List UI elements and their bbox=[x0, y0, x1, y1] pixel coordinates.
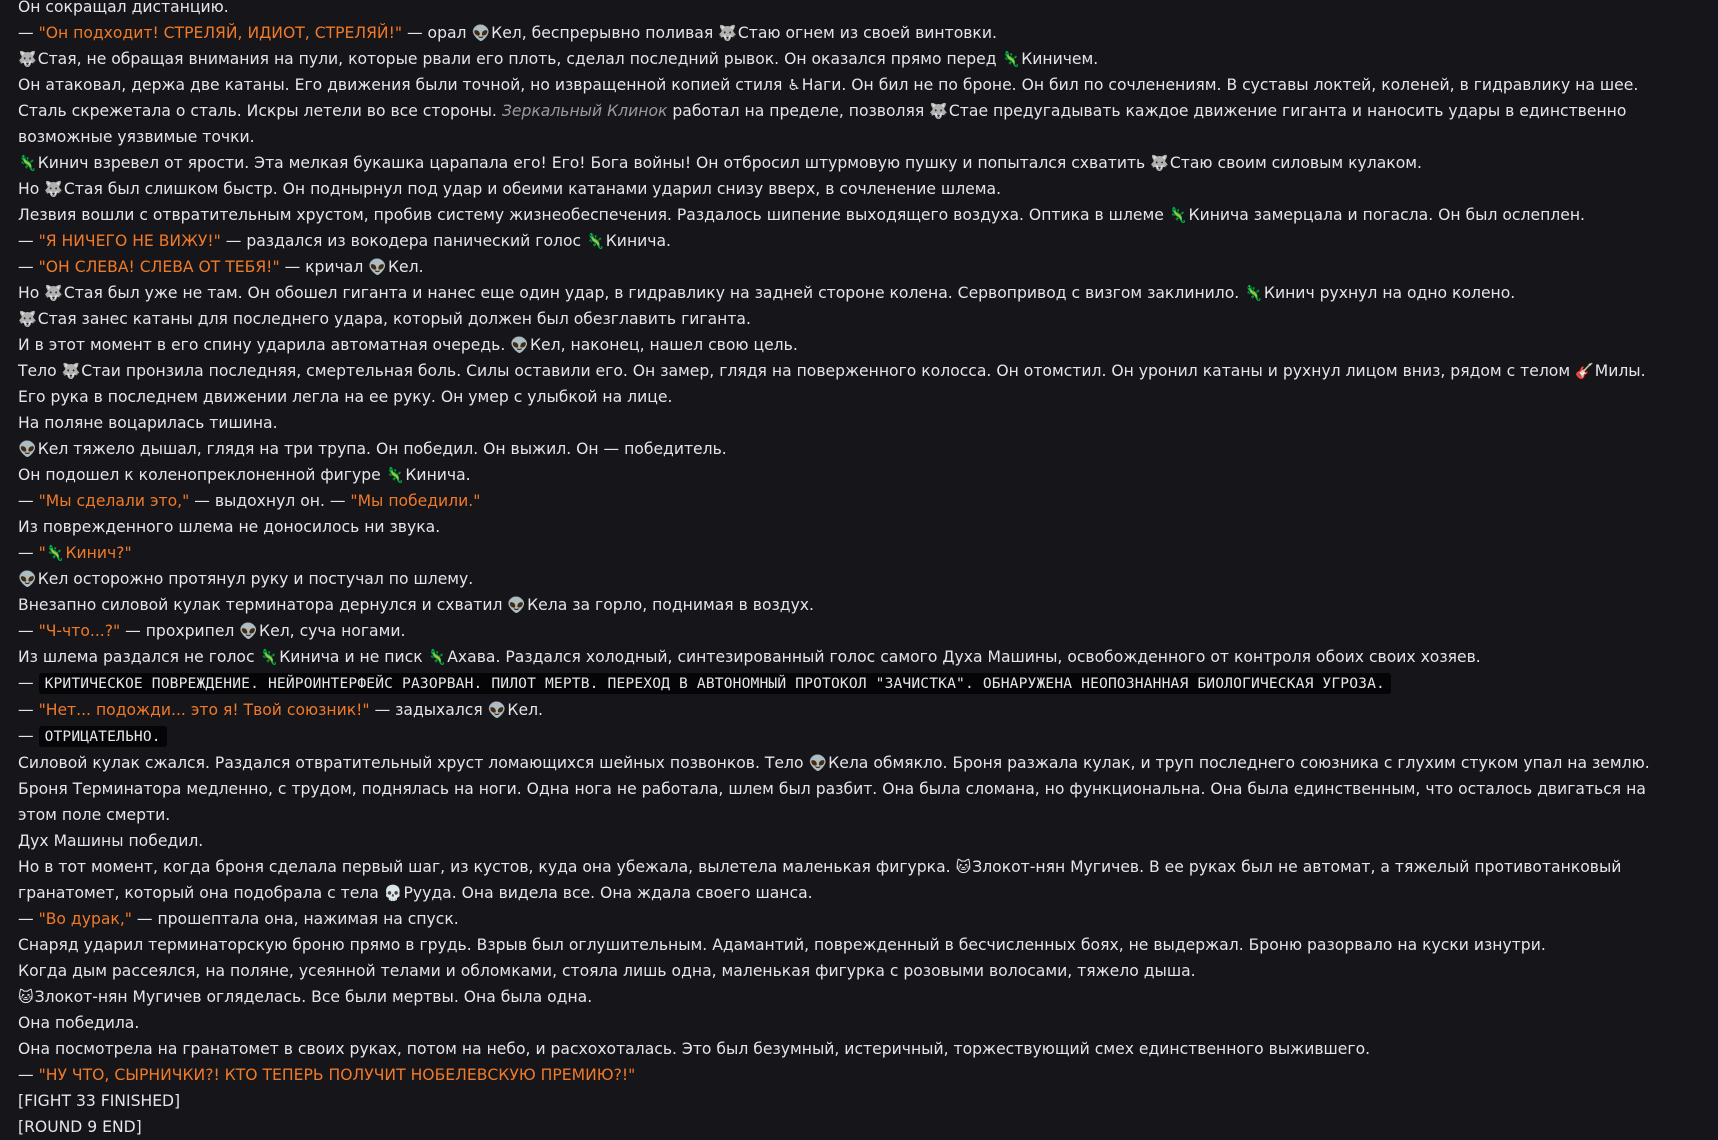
alien-icon: 👽 bbox=[18, 440, 37, 458]
narration-text: Кинич рухнул на одно колено. bbox=[1263, 284, 1516, 302]
narration-text: Лезвия вошли с отвратительным хрустом, пробив систему жизнеобеспечения. Раздалось шипение выходящего воздуха. Оптика в шлеме bbox=[18, 206, 1169, 224]
lizard-icon: 🦎 bbox=[1244, 284, 1263, 302]
narration-text: Рууда. Она видела все. Она ждала своего шанса. bbox=[403, 884, 813, 902]
story-line bbox=[18, 854, 1688, 906]
narration-text: На поляне воцарилась тишина. bbox=[18, 414, 278, 432]
cat-icon: 🐱 bbox=[18, 988, 34, 1006]
alien-icon: 👽 bbox=[368, 258, 387, 276]
narration-text: — bbox=[18, 258, 39, 276]
narration-text: Кинича. bbox=[605, 232, 671, 250]
story-line bbox=[18, 644, 1688, 670]
narration-text: — прошептала она, нажимая на спуск. bbox=[131, 910, 459, 928]
alien-icon: 👽 bbox=[808, 754, 828, 772]
narration-text: Его рука в последнем движении легла на ее руку. Он умер с улыбкой на лице. bbox=[18, 388, 673, 406]
narration-text: Кинича. bbox=[405, 466, 471, 484]
narration-text: работал на пределе, позволяя bbox=[667, 102, 930, 120]
narration-text: — bbox=[18, 674, 39, 692]
narration-text: Стае предугадывать каждое движение гиганта и наносить удары в единственно возможные уязвимые точки. bbox=[18, 102, 1627, 146]
narration-text: Он подошел к коленопреклоненной фигуре bbox=[18, 466, 386, 484]
dialogue-quote: "Мы победили." bbox=[350, 492, 481, 510]
narration-text: Броня Терминатора медленно, с трудом, поднялась на ноги. Одна нога не работала, шлем был разбит. Она была сломана, но функциональна. Она была единственным, что осталось двигаться на этом поле смерти. bbox=[18, 780, 1646, 824]
story-line bbox=[18, 566, 1688, 592]
narration-text: Кел, суча ногами. bbox=[259, 622, 406, 640]
story-line bbox=[18, 670, 1688, 697]
narration-text: Стаю своим силовым кулаком. bbox=[1169, 154, 1422, 172]
narration-text: Кинича замерцала и погасла. Он был ослеплен. bbox=[1188, 206, 1585, 224]
narration-text: — bbox=[18, 492, 39, 510]
story-line bbox=[18, 306, 1688, 332]
story-line bbox=[18, 332, 1688, 358]
story-line bbox=[18, 358, 1688, 384]
wolf-icon: 🐺 bbox=[44, 284, 63, 302]
narration-text: Стаю огнем из своей винтовки. bbox=[737, 24, 997, 42]
narration-text: Он атаковал, держа две катаны. Его движения были точной, но извращенной копией стиля bbox=[18, 76, 788, 94]
story-line bbox=[18, 46, 1688, 72]
narration-text: Кел осторожно протянул руку и постучал по шлему. bbox=[37, 570, 474, 588]
narration-text: [FIGHT 33 FINISHED] bbox=[18, 1092, 181, 1110]
story-line bbox=[18, 514, 1688, 540]
narration-text: Но bbox=[18, 284, 45, 302]
story-line bbox=[18, 98, 1688, 150]
story-line bbox=[18, 750, 1688, 776]
narration-text: [ROUND 9 END] bbox=[18, 1118, 142, 1136]
narration-text: Стая был слишком быстр. Он поднырнул под удар и обеими катанами ударил снизу вверх, в сочленение шлема. bbox=[63, 180, 1002, 198]
wolf-icon: 🐺 bbox=[718, 24, 737, 42]
wheelchair-icon: ♿ bbox=[787, 76, 801, 94]
narration-text: Но bbox=[18, 180, 45, 198]
narration-text: Кела за горло, поднимая в воздух. bbox=[527, 596, 814, 614]
narration-text: Ахава. Раздался холодный, синтезированный голос самого Духа Машины, освобожденного от контроля обоих своих хозяев. bbox=[447, 648, 1481, 666]
lizard-icon: 🦎 bbox=[586, 232, 605, 250]
alien-icon: 👽 bbox=[18, 570, 37, 588]
narration-text: Из шлема раздался не голос bbox=[18, 648, 260, 666]
story-line bbox=[18, 0, 1688, 20]
guitar-icon: 🎸 bbox=[1575, 362, 1594, 380]
narration-text: Кела обмякло. Броня разжала кулак, и труп последнего союзника с глухим стуком упал на землю. bbox=[828, 754, 1650, 772]
machine-voice-code: ОТРИЦАТЕЛЬНО. bbox=[39, 726, 167, 747]
dialogue-quote: Кинич?" bbox=[65, 544, 132, 562]
story-line bbox=[18, 984, 1688, 1010]
narration-text: — прохрипел bbox=[120, 622, 240, 640]
narration-text: — выдохнул он. — bbox=[189, 492, 351, 510]
narration-text: Он сокращал дистанцию. bbox=[18, 0, 229, 16]
cat-icon: 🐱 bbox=[955, 858, 972, 876]
lizard-icon: 🦎 bbox=[45, 544, 65, 562]
story-line bbox=[18, 488, 1688, 514]
story-line bbox=[18, 828, 1688, 854]
narration-text: Кел. bbox=[507, 701, 544, 719]
story-line bbox=[18, 176, 1688, 202]
narration-text: Дух Машины победил. bbox=[18, 832, 204, 850]
narration-text: — bbox=[18, 24, 39, 42]
narration-text: Внезапно силовой кулак терминатора дернулся и схватил bbox=[18, 596, 508, 614]
story-line bbox=[18, 906, 1688, 932]
story-line bbox=[18, 202, 1688, 228]
narration-text: Стаи пронзила последняя, смертельная боль. Силы оставили его. Он замер, глядя на поверженного колосса. Он отомстил. Он уронил катаны и рухнул лицом вниз, рядом с телом bbox=[81, 362, 1576, 380]
dialogue-quote: "Я НИЧЕГО НЕ ВИЖУ!" bbox=[38, 232, 221, 250]
story-line bbox=[18, 150, 1688, 176]
story-line bbox=[18, 436, 1688, 462]
alien-icon: 👽 bbox=[239, 622, 259, 640]
narration-text: Злокот-нян Мугичев огляделась. Все были мертвы. Она была одна. bbox=[34, 988, 593, 1006]
narration-text: Из поврежденного шлема не доносилось ни звука. bbox=[18, 518, 441, 536]
dialogue-quote: "Ч-что...?" bbox=[38, 622, 121, 640]
ability-name: Зеркальный Клинок bbox=[501, 102, 668, 120]
narration-text: И в этот момент в его спину ударила автоматная очередь. bbox=[18, 336, 511, 354]
story-line bbox=[18, 280, 1688, 306]
story-line bbox=[18, 1088, 1688, 1114]
alien-icon: 👽 bbox=[507, 596, 527, 614]
narration-text: — кричал bbox=[279, 258, 369, 276]
dialogue-quote: "Во дурак," bbox=[38, 910, 132, 928]
narration-text: Снаряд ударил терминаторскую броню прямо в грудь. Взрыв был оглушительным. Адамантий, поврежденный в бесчисленных боях, не выдержал. Броню разорвало на куски изнутри. bbox=[18, 936, 1546, 954]
story-line bbox=[18, 697, 1688, 723]
story-line bbox=[18, 20, 1688, 46]
narration-text: Кел. bbox=[387, 258, 424, 276]
story-line bbox=[18, 410, 1688, 436]
narration-text: — раздался из вокодера панический голос bbox=[220, 232, 587, 250]
narration-text: Наги. Он бил не по броне. Он бил по сочленениям. В суставы локтей, коленей, в гидравлику на шее. bbox=[801, 76, 1639, 94]
narration-text: — bbox=[18, 232, 39, 250]
story-line bbox=[18, 1114, 1688, 1140]
story-line bbox=[18, 228, 1688, 254]
story-line bbox=[18, 592, 1688, 618]
narration-text: — bbox=[18, 622, 39, 640]
lizard-icon: 🦎 bbox=[385, 466, 405, 484]
story-line bbox=[18, 1036, 1688, 1062]
dialogue-quote: "ОН СЛЕВА! СЛЕВА ОТ ТЕБЯ!" bbox=[38, 258, 280, 276]
machine-voice-code: КРИТИЧЕСКОЕ ПОВРЕЖДЕНИЕ. НЕЙРОИНТЕРФЕЙС РАЗОРВАН. ПИЛОТ МЕРТВ. ПЕРЕХОД В АВТОНОМНЫЙ ПРОТОКОЛ "ЗАЧИСТКА". ОБНАРУЖЕНА НЕОПОЗНАННАЯ БИОЛОГИЧЕСКАЯ УГРОЗА. bbox=[39, 673, 1391, 694]
story-line bbox=[18, 932, 1688, 958]
narration-text: — задыхался bbox=[369, 701, 488, 719]
narration-text: Силовой кулак сжался. Раздался отвратительный хруст ломающихся шейных позвонков. Тело bbox=[18, 754, 809, 772]
story-line bbox=[18, 540, 1688, 566]
narration-text: Кинича и не писк bbox=[279, 648, 428, 666]
skull-icon: 💀 bbox=[383, 884, 403, 902]
alien-icon: 👽 bbox=[471, 24, 491, 42]
narration-text: Она посмотрела на гранатомет в своих руках, потом на небо, и расхохоталась. Это был безумный, истеричный, торжествующий смех единственного выжившего. bbox=[18, 1040, 1371, 1058]
wolf-icon: 🐺 bbox=[18, 310, 37, 328]
narration-text: Стая занес катаны для последнего удара, который должен был обезглавить гиганта. bbox=[37, 310, 751, 328]
narration-text: — орал bbox=[402, 24, 472, 42]
lizard-icon: 🦎 bbox=[427, 648, 447, 666]
dialogue-quote: "Мы сделали это," bbox=[38, 492, 190, 510]
dialogue-quote: "Он подходит! СТРЕЛЯЙ, ИДИОТ, СТРЕЛЯЙ!" bbox=[38, 24, 403, 42]
lizard-icon: 🦎 bbox=[18, 154, 37, 172]
wolf-icon: 🐺 bbox=[18, 50, 37, 68]
narration-text: Киничем. bbox=[1021, 50, 1099, 68]
story-line bbox=[18, 618, 1688, 644]
dialogue-quote: "Нет... подожди... это я! Твой союзник!" bbox=[38, 701, 370, 719]
narration-text: Кел, наконец, нашел свою цель. bbox=[529, 336, 798, 354]
story-line bbox=[18, 723, 1688, 750]
narration-text: Кинич взревел от ярости. Эта мелкая букашка царапала его! Его! Бога войны! Он отбросил штурмовую пушку и попытался схватить bbox=[37, 154, 1151, 172]
alien-icon: 👽 bbox=[510, 336, 529, 354]
wolf-icon: 🐺 bbox=[61, 362, 81, 380]
alien-icon: 👽 bbox=[487, 701, 507, 719]
narration-text: Злокот-нян Мугичев. В ее руках был не автомат, а тяжелый противотанковый гранатомет, который она подобрала с тела bbox=[18, 858, 1622, 902]
story-line bbox=[18, 72, 1688, 98]
chat-message-body bbox=[18, 0, 1688, 1140]
story-line bbox=[18, 958, 1688, 984]
narration-text: Милы. bbox=[1594, 362, 1646, 380]
wolf-icon: 🐺 bbox=[44, 180, 63, 198]
narration-text: — bbox=[18, 701, 39, 719]
narration-text: Она победила. bbox=[18, 1014, 140, 1032]
narration-text: Кел тяжело дышал, глядя на три трупа. Он победил. Он выжил. Он — победитель. bbox=[37, 440, 727, 458]
narration-text: Когда дым рассеялся, на поляне, усеянной телами и обломками, стояла лишь одна, маленькая фигурка с розовыми волосами, тяжело дыша. bbox=[18, 962, 1196, 980]
dialogue-quote: "НУ ЧТО, СЫРНИЧКИ?! КТО ТЕПЕРЬ ПОЛУЧИТ НОБЕЛЕВСКУЮ ПРЕМИЮ?!" bbox=[38, 1066, 636, 1084]
story-line bbox=[18, 254, 1688, 280]
dialogue-quote: " bbox=[38, 544, 46, 562]
narration-text: Но в тот момент, когда броня сделала первый шаг, из кустов, куда она убежала, вылетела маленькая фигурка. bbox=[18, 858, 956, 876]
narration-text: Сталь скрежетала о сталь. Искры летели во все стороны. bbox=[18, 102, 502, 120]
narration-text: — bbox=[18, 1066, 39, 1084]
narration-text: Кел, беспрерывно поливая bbox=[491, 24, 719, 42]
story-line bbox=[18, 384, 1688, 410]
wolf-icon: 🐺 bbox=[929, 102, 948, 120]
story-line bbox=[18, 462, 1688, 488]
narration-text: — bbox=[18, 910, 39, 928]
lizard-icon: 🦎 bbox=[1001, 50, 1021, 68]
narration-text: Стая, не обращая внимания на пули, которые рвали его плоть, сделал последний рывок. Он оказался прямо перед bbox=[37, 50, 1002, 68]
lizard-icon: 🦎 bbox=[1168, 206, 1188, 224]
lizard-icon: 🦎 bbox=[259, 648, 279, 666]
story-line bbox=[18, 1062, 1688, 1088]
narration-text: — bbox=[18, 544, 39, 562]
story-line bbox=[18, 1010, 1688, 1036]
narration-text: Стая был уже не там. Он обошел гиганта и нанес еще один удар, в гидравлику на задней стороне колена. Сервопривод с визгом заклинило. bbox=[63, 284, 1245, 302]
narration-text: Тело bbox=[18, 362, 62, 380]
narration-text: — bbox=[18, 727, 39, 745]
story-line bbox=[18, 776, 1688, 828]
wolf-icon: 🐺 bbox=[1150, 154, 1169, 172]
